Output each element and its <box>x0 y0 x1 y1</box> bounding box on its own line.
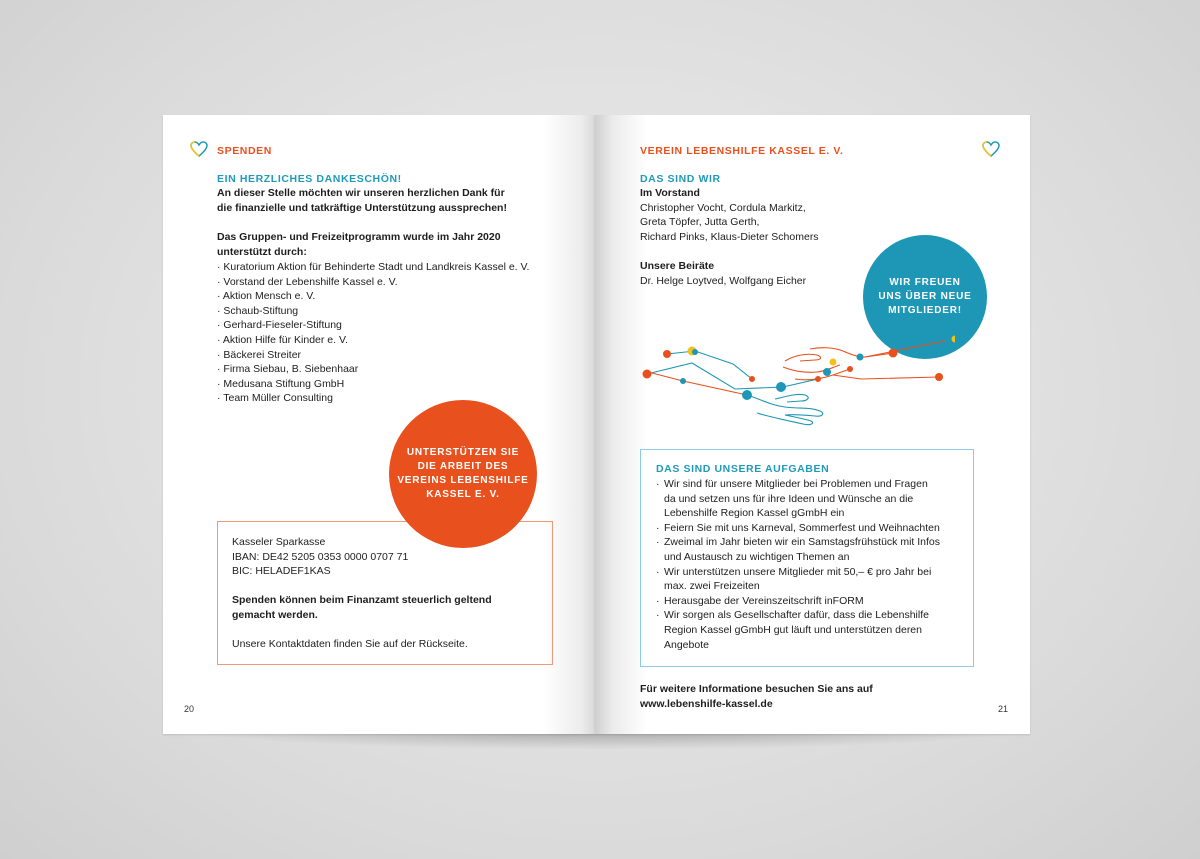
right-page <box>595 115 1030 734</box>
bank-name: Kasseler Sparkasse <box>232 536 326 548</box>
tasks-list <box>656 477 940 652</box>
dot-marker <box>889 349 898 358</box>
dot-marker <box>815 376 821 382</box>
section-title: SPENDEN <box>217 145 272 157</box>
heart-icon <box>982 141 1000 157</box>
list-item: · Zweimal im Jahr bieten wir ein Samstagsfrühstück mit Infos und Austausch zu wichtigen Themen an <box>656 536 941 563</box>
footer-info: Für weitere Informatione besuchen Sie ans auf www.lebenshilfe-kassel.de <box>640 683 873 710</box>
dot-marker <box>935 373 943 381</box>
list-item: · Herausgabe der Vereinszeitschrift inFORM <box>656 594 864 607</box>
list-item: · Wir sind für unsere Mitglieder bei Problemen und Fragen da und setzen uns für ihre Ideen und Wünsche an die Lebenshilfe Region Kassel gGmbH ein <box>656 478 928 520</box>
hands-illustration <box>635 327 955 427</box>
dot-marker <box>952 336 956 343</box>
dot-marker <box>663 350 671 358</box>
list-item: · Medusana Stiftung GmbH <box>217 377 529 392</box>
list-item: · Wir sorgen als Gesellschafter dafür, dass die Lebenshilfe Region Kassel gGmbH gut läuft und unterstützen deren Angebote <box>656 609 929 651</box>
list-item: · Vorstand der Lebenshilfe Kassel e. V. <box>217 275 529 290</box>
dot-marker <box>857 354 864 361</box>
dot-marker <box>830 359 837 366</box>
board-members: Im Vorstand Christopher Vocht, Cordula Markitz, Greta Töpfer, Jutta Gerth, Richard Pinks, Klaus-Dieter Schomers <box>640 187 819 243</box>
dot-marker <box>643 370 652 379</box>
list-item: · Aktion Hilfe für Kinder e. V. <box>217 333 529 348</box>
dot-marker <box>823 368 831 376</box>
intro-text: An dieser Stelle möchten wir unseren herzlichen Dank für die finanzielle und tatkräftige Unterstützung aussprechen! <box>217 187 507 214</box>
heading-who-we-are: DAS SIND WIR <box>640 173 721 185</box>
page-number: 20 <box>184 704 195 714</box>
dot-marker <box>692 349 698 355</box>
dot-marker <box>776 382 786 392</box>
tasks-heading: DAS SIND UNSERE AUFGABEN <box>656 463 830 475</box>
tax-note: Spenden können beim Finanzamt steuerlich geltend gemacht werden. <box>232 594 492 621</box>
members-circle: WIR FREUEN UNS ÜBER NEUE MITGLIEDER! <box>863 235 987 359</box>
list-item: · Kuratorium Aktion für Behinderte Stadt und Landkreis Kassel e. V. <box>217 260 529 275</box>
support-circle: UNTERSTÜTZEN SIE DIE ARBEIT DES VEREINS LEBENSHILFE KASSEL E. V. <box>389 400 537 548</box>
list-item: · Team Müller Consulting <box>217 391 529 406</box>
website-link[interactable]: www.lebenshilfe-kassel.de <box>640 697 773 710</box>
program-text: Das Gruppen- und Freizeitprogramm wurde im Jahr 2020 unterstützt durch: <box>217 231 501 258</box>
dot-marker <box>749 376 755 382</box>
list-item: · Wir unterstützen unsere Mitglieder mit 50,– € pro Jahr bei max. zwei Freizeiten <box>656 565 932 593</box>
heading-thanks: EIN HERZLICHES DANKESCHÖN! <box>217 173 402 185</box>
list-item: · Feiern Sie mit uns Karneval, Sommerfest und Weihnachten <box>656 521 940 534</box>
list-item: · Bäckerei Streiter <box>217 348 529 363</box>
bank-iban: IBAN: DE42 5205 0353 0000 0707 71 <box>232 550 409 563</box>
heart-icon <box>190 141 208 157</box>
list-item: · Gerhard-Fieseler-Stiftung <box>217 318 529 333</box>
bank-details <box>232 535 408 579</box>
section-title: VEREIN LEBENSHILFE KASSEL E. V. <box>640 145 844 157</box>
list-item: · Firma Siebau, B. Siebenhaar <box>217 362 529 377</box>
advisory-members: Unsere Beiräte Dr. Helge Loytved, Wolfgang Eicher <box>640 260 807 287</box>
dot-marker <box>742 390 752 400</box>
list-item: · Schaub-Stiftung <box>217 304 529 319</box>
page-number: 21 <box>998 704 1009 714</box>
list-item: · Aktion Mensch e. V. <box>217 289 529 304</box>
dot-marker <box>847 366 853 372</box>
left-page <box>163 115 595 734</box>
dot-marker <box>680 378 686 384</box>
bank-bic: BIC: HELADEF1KAS <box>232 565 331 578</box>
contact-note: Unsere Kontaktdaten finden Sie auf der Rückseite. <box>232 638 468 650</box>
supporters-list <box>217 260 529 406</box>
